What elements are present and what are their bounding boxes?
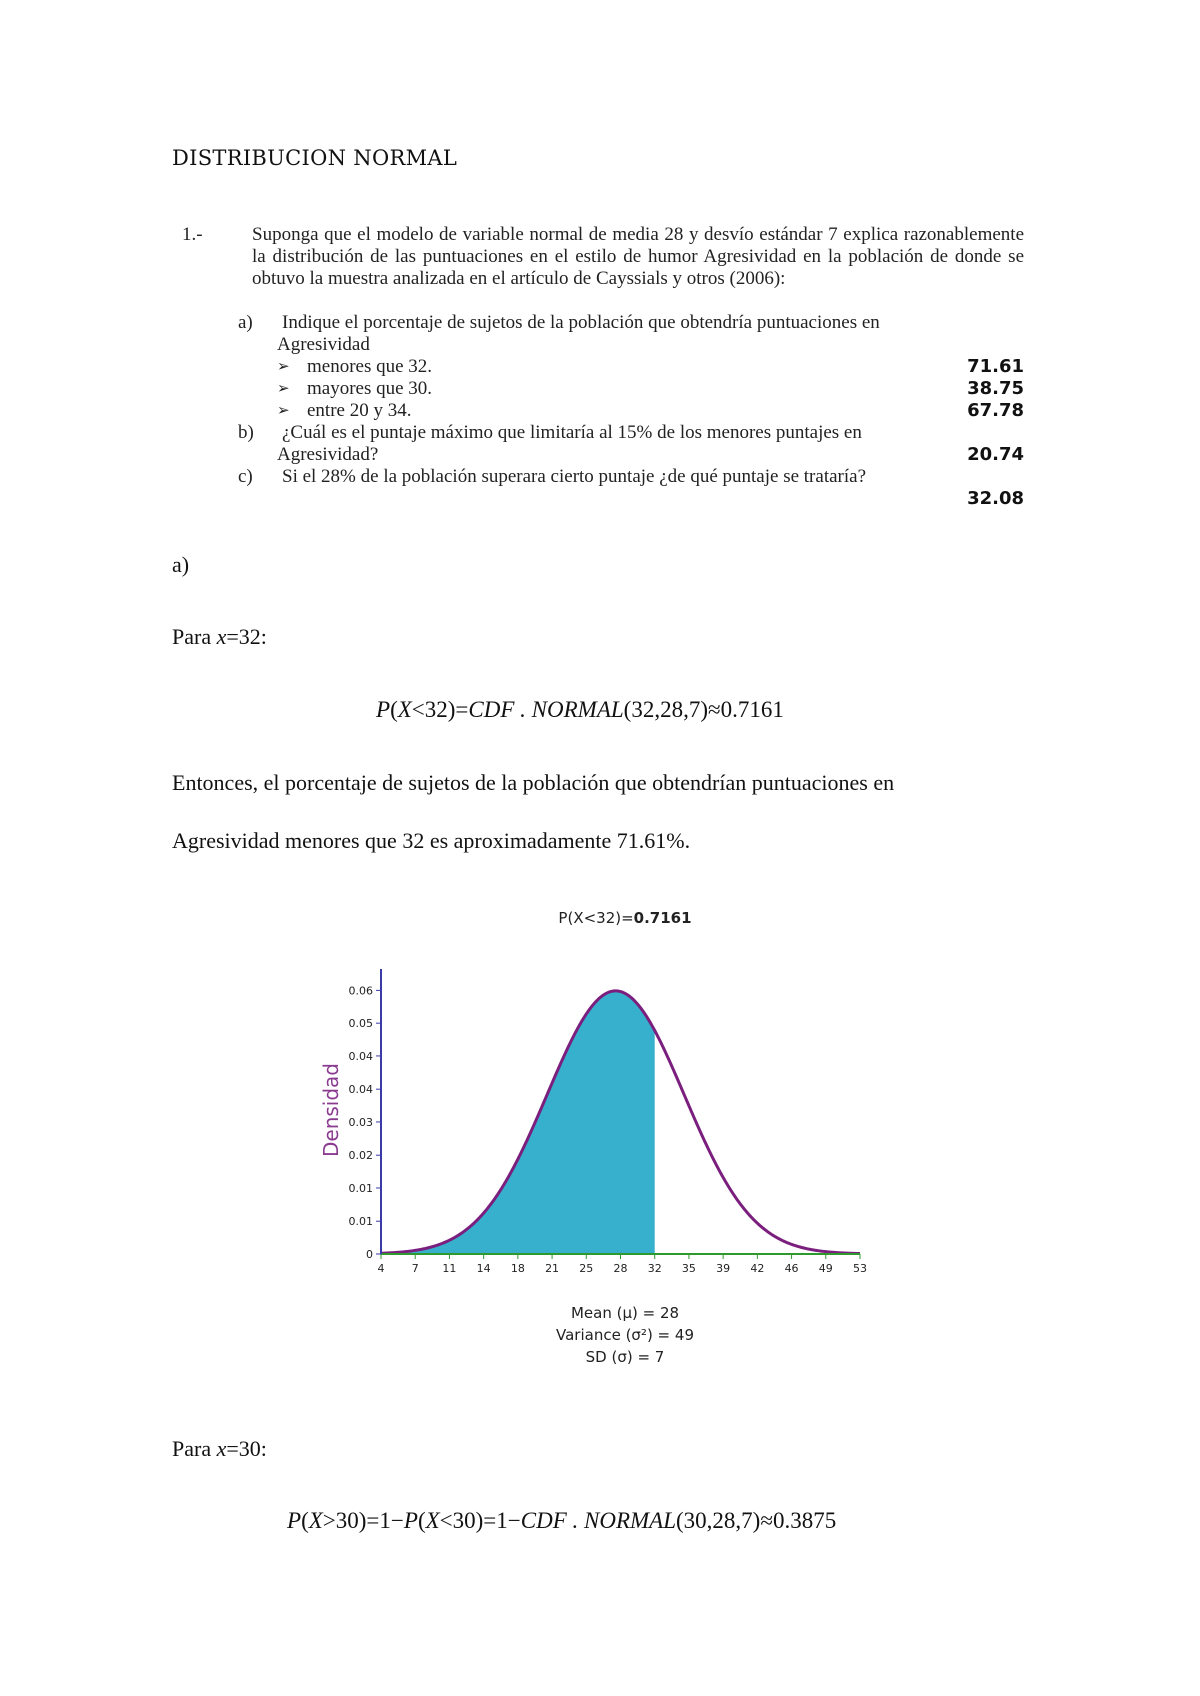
x-tick-label: 39 [716, 1262, 731, 1275]
x-tick-label: 14 [476, 1262, 491, 1275]
bullet-text: entre 20 y 34. [307, 400, 412, 421]
stat-mean: Mean (μ) = 28 [570, 1304, 680, 1322]
bullet-text: mayores que 30. [307, 378, 433, 399]
x-tick-label: 25 [579, 1262, 594, 1275]
item-b-text: ¿Cuál es el puntaje máximo que limitaría al 15% de los menores puntajes en [282, 422, 862, 443]
formula-function: CDF . NORMAL [468, 697, 624, 722]
para-prefix: Para [172, 1436, 217, 1461]
x-tick-label: 28 [613, 1262, 628, 1275]
explanation-line-1: Entonces, el porcentaje de sujetos de la población que obtendrían puntuaciones en [172, 770, 895, 795]
para-prefix: Para [172, 624, 217, 649]
para-rest: =32: [226, 624, 267, 649]
bullet-answer: 71.61 [967, 356, 1024, 377]
x-tick-label: 32 [647, 1262, 662, 1275]
item-b-answer: 20.74 [967, 444, 1024, 465]
item-a-cont-text: Agresividad [277, 334, 370, 355]
formula-p-greater-30: P(X>30)=1−P(X<30)=1−CDF . NORMAL(30,28,7)≈0.3875 [287, 1508, 837, 1533]
bullet-answer: 67.78 [967, 400, 1024, 421]
x-tick-label: 42 [750, 1262, 765, 1275]
formula-x: X [308, 1508, 323, 1533]
para-x32 [172, 624, 267, 650]
item-c [182, 466, 1024, 488]
plot-area [349, 969, 868, 1275]
item-a-label: a) [238, 312, 253, 333]
formula-p: P [287, 1508, 302, 1533]
item-c-answer: 32.08 [967, 488, 1024, 509]
exercise-statement: Suponga que el modelo de variable normal de media 28 y desvío estándar 7 explica razonablemente la distribución de las puntuaciones en el estilo de humor Agresividad en la población de donde se obtuvo la muestra analizada en el artículo de Cayssials y otros (2006): [252, 224, 1024, 289]
y-tick-label: 0.04 [348, 1049, 373, 1063]
formula-p: P [403, 1508, 418, 1533]
para-x30 [172, 1436, 267, 1462]
shaded-area [381, 991, 655, 1254]
x-tick-label: 7 [411, 1262, 419, 1275]
formula-middle: >30)=1− [322, 1508, 404, 1533]
para-variable: x [216, 624, 227, 649]
x-tick-label: 21 [545, 1262, 560, 1275]
item-b-cont-text: Agresividad? [277, 444, 379, 465]
formula-p: P [376, 697, 391, 722]
chart-title-value: 0.7161 [633, 909, 692, 927]
chart-title-prefix: P(X<32)= [558, 909, 634, 927]
item-a [182, 312, 1024, 334]
para-rest: =30: [226, 1436, 267, 1461]
normal-distribution-chart [300, 900, 900, 1290]
y-tick-label: 0 [366, 1248, 373, 1261]
x-tick-label: 11 [442, 1262, 457, 1275]
y-tick-label: 0.01 [348, 1215, 373, 1229]
x-tick-label: 46 [784, 1262, 799, 1275]
exercise-number: 1.- [182, 224, 203, 245]
item-a-continuation [182, 334, 1024, 356]
bullet-item [182, 356, 1024, 378]
explanation-line-2: Agresividad menores que 32 es aproximadamente 71.61%. [172, 828, 691, 853]
x-tick-label: 53 [853, 1262, 867, 1275]
formula-args: (30,28,7)≈0.3875 [676, 1508, 837, 1533]
x-tick-label: 49 [818, 1262, 833, 1275]
y-axis-label: Densidad [319, 1062, 343, 1158]
formula-args: (32,28,7)≈0.7161 [623, 697, 784, 722]
chart-title [558, 909, 691, 927]
y-tick-label: 0.02 [348, 1149, 373, 1163]
formula-middle: <30)=1− [439, 1508, 521, 1533]
stat-sd: SD (σ) = 7 [585, 1348, 665, 1366]
bullet-item [182, 378, 1024, 400]
formula-p-less-32: P(X<32)=CDF . NORMAL(32,28,7)≈0.7161 [376, 697, 784, 722]
formula-inner: <32)= [411, 697, 469, 722]
formula-function: CDF . NORMAL [520, 1508, 676, 1533]
y-tick-label: 0.01 [348, 1181, 373, 1195]
arrow-bullet-icon: ➢ [277, 381, 290, 397]
formula-x: X [425, 1508, 440, 1533]
y-tick-label: 0.06 [348, 984, 373, 998]
item-b-continuation [182, 444, 1024, 466]
section-a-label: a) [172, 552, 190, 577]
y-tick-label: 0.05 [348, 1017, 373, 1031]
document-title: DISTRIBUCION NORMAL [172, 146, 458, 170]
item-a-text: Indique el porcentaje de sujetos de la población que obtendría puntuaciones en [282, 312, 880, 333]
formula-x: X [397, 697, 412, 722]
para-variable: x [216, 1436, 227, 1461]
stat-variance: Variance (σ²) = 49 [556, 1326, 694, 1344]
arrow-bullet-icon: ➢ [277, 403, 290, 419]
x-tick-label: 18 [510, 1262, 525, 1275]
bullet-text: menores que 32. [307, 356, 433, 377]
item-b [182, 422, 1024, 444]
bullet-answer: 38.75 [967, 378, 1024, 399]
item-c-answer-row [182, 488, 1024, 510]
item-c-text: Si el 28% de la población superara cierto puntaje ¿de qué puntaje se trataría? [282, 466, 866, 487]
arrow-bullet-icon: ➢ [277, 359, 290, 375]
bullet-item [182, 400, 1024, 422]
x-tick-label: 4 [377, 1262, 385, 1275]
x-tick-label: 35 [681, 1262, 696, 1275]
item-b-label: b) [238, 422, 254, 443]
y-tick-label: 0.04 [348, 1083, 373, 1097]
item-c-label: c) [238, 466, 253, 487]
y-tick-label: 0.03 [348, 1115, 373, 1129]
chart-stats [500, 1302, 750, 1368]
exercise-excerpt [182, 220, 1022, 520]
